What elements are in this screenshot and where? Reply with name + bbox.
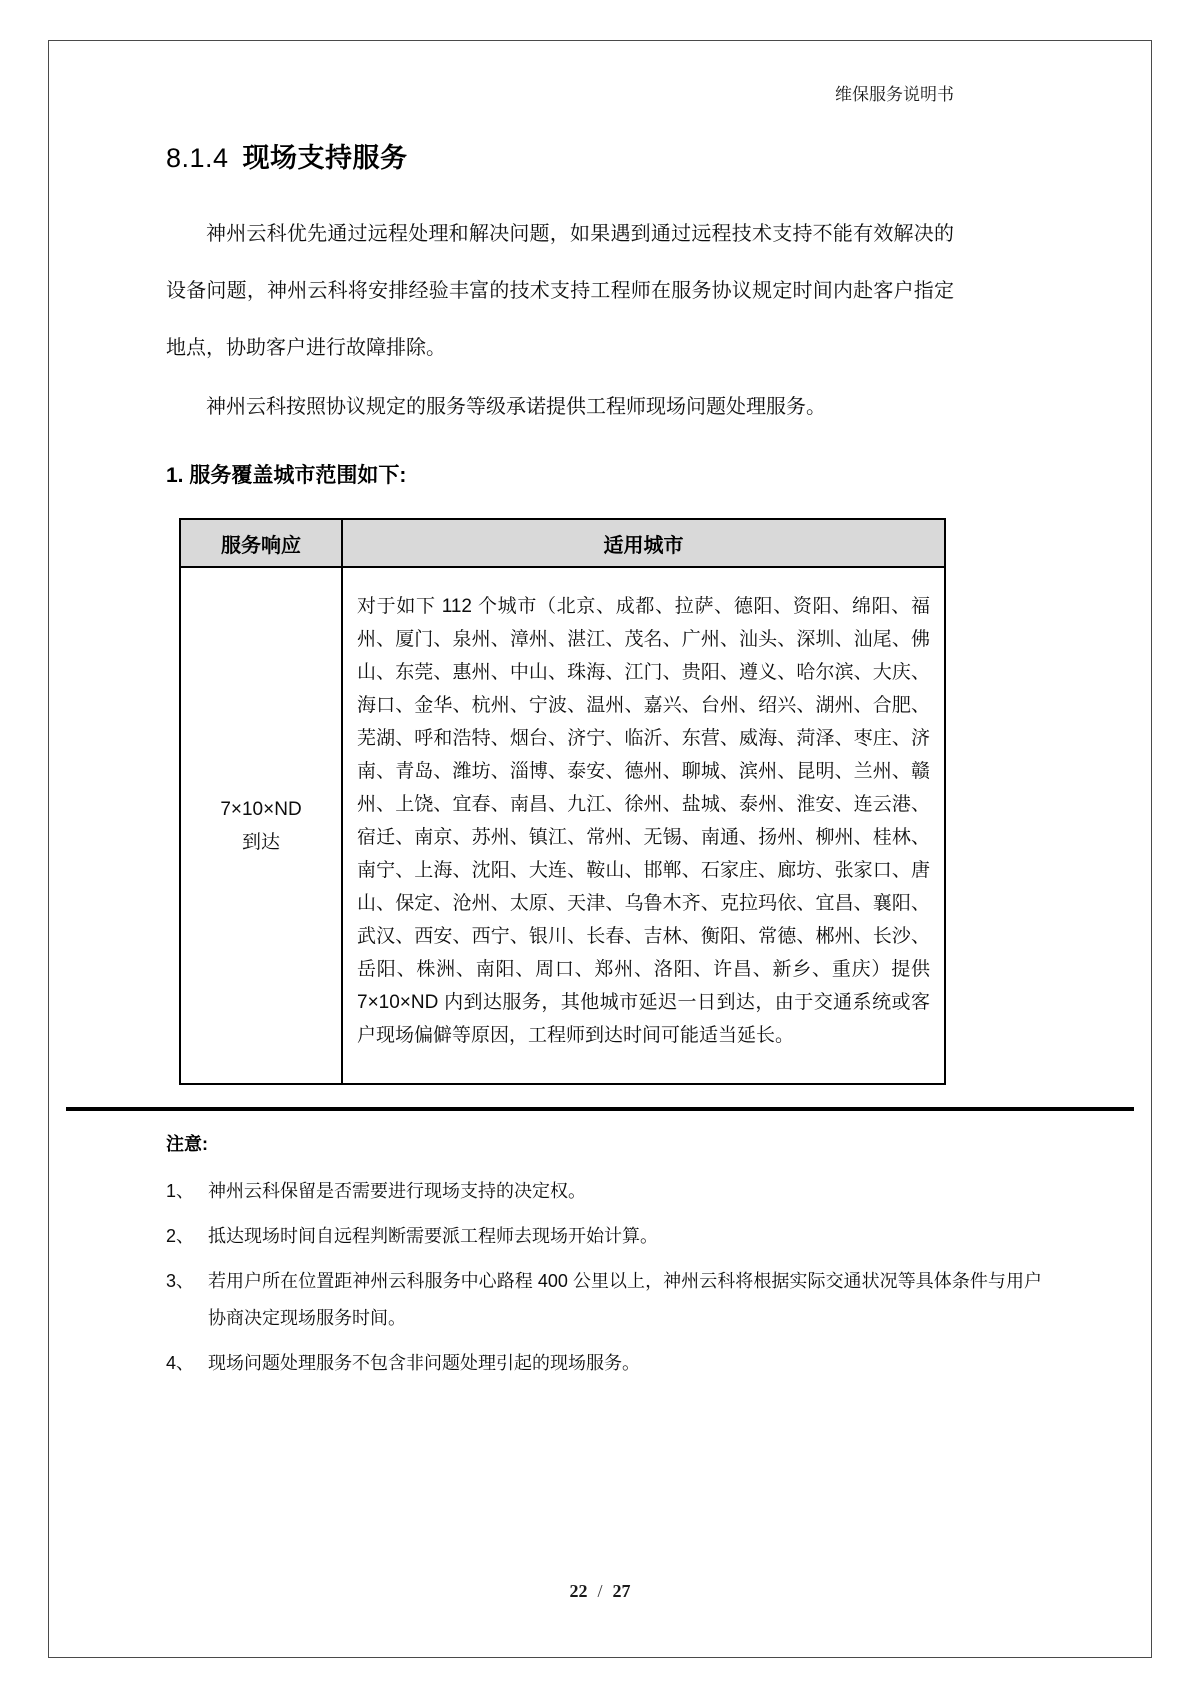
section-title-text: 现场支持服务 xyxy=(242,143,408,173)
response-sla: 7×10×ND xyxy=(220,798,302,820)
doc-header-title: 维保服务说明书 xyxy=(835,85,954,104)
note-number: 3、 xyxy=(166,1271,195,1291)
table-header-row xyxy=(180,519,945,567)
section-divider-rule xyxy=(66,1107,1134,1111)
section-heading xyxy=(166,140,954,176)
cell-service-response xyxy=(180,567,342,1084)
main-content xyxy=(166,140,1042,1382)
note-item-2 xyxy=(166,1218,1042,1255)
column-header-applicable-cities: 适用城市 xyxy=(342,519,945,567)
note-number: 1、 xyxy=(166,1181,195,1201)
table-row xyxy=(180,567,945,1084)
note-text: 现场问题处理服务不包含非问题处理引起的现场服务。 xyxy=(208,1353,640,1373)
note-text: 抵达现场时间自远程判断需要派工程师去现场开始计算。 xyxy=(208,1226,658,1246)
paragraph-service-level: 神州云科按照协议规定的服务等级承诺提供工程师现场问题处理服务。 xyxy=(206,396,826,418)
total-page-count: 27 xyxy=(612,1581,631,1601)
note-text: 若用户所在位置距神州云科服务中心路程 400 公里以上，神州云科将根据实际交通状况等具体条件与用户协商决定现场服务时间。 xyxy=(208,1271,1042,1328)
current-page-number: 22 xyxy=(569,1581,588,1601)
note-item-4 xyxy=(166,1345,1042,1382)
notes-list xyxy=(166,1173,1042,1382)
page-footer xyxy=(0,1581,1200,1602)
page-number-separator: / xyxy=(597,1581,603,1601)
section-number: 8.1.4 xyxy=(166,143,229,173)
column-header-service-response: 服务响应 xyxy=(180,519,342,567)
notes-title: 注意: xyxy=(166,1134,208,1154)
page-border xyxy=(48,40,1152,1658)
note-text: 神州云科保留是否需要进行现场支持的决定权。 xyxy=(208,1181,586,1201)
note-item-3 xyxy=(166,1263,1042,1337)
note-number: 4、 xyxy=(166,1353,195,1373)
cell-applicable-cities: 对于如下 112 个城市（北京、成都、拉萨、德阳、资阳、绵阳、福州、厦门、泉州、漳州、湛江、茂名、广州、汕头、深圳、汕尾、佛山、东莞、惠州、中山、珠海、江门、贵阳、遵义、哈尔滨、大庆、海口、金华、杭州、宁波、温州、嘉兴、台州、绍兴、湖州、合肥、芜湖、呼和浩特、烟台、济宁、临沂、东营、威海、菏泽、枣庄、济南、青岛、潍坊、淄博、泰安、德州、聊城、滨州、昆明、兰州、赣州、上饶、宜春、南昌、九江、徐州、盐城、泰州、淮安、连云港、宿迁、南京、苏州、镇江、常州、无锡、南通、扬州、柳州、桂林、南宁、上海、沈阳、大连、鞍山、邯郸、石家庄、廊坊、张家口、唐山、保定、沧州、太原、天津、乌鲁木齐、克拉玛依、宜昌、襄阳、武汉、西安、西宁、银川、长春、吉林、衡阳、常德、郴州、长沙、岳阳、株洲、南阳、周口、郑州、洛阳、许昌、新乡、重庆）提供 7×10×ND 内到达服务，其他城市延迟一日到达，由于交通系统或客户现场偏僻等原因，工程师到达时间可能适当延长。 xyxy=(342,567,945,1084)
note-number: 2、 xyxy=(166,1226,195,1246)
paragraph-remote-support: 神州云科优先通过远程处理和解决问题，如果遇到通过远程技术支持不能有效解决的设备问题，神州云科将安排经验丰富的技术支持工程师在服务协议规定时间内赴客户指定地点，协助客户进行故障排除。 xyxy=(166,223,954,359)
coverage-list-heading: 1. 服务覆盖城市范围如下: xyxy=(166,464,407,487)
response-arrival: 到达 xyxy=(241,831,280,853)
note-item-1 xyxy=(166,1173,1042,1210)
service-coverage-table xyxy=(179,518,946,1085)
